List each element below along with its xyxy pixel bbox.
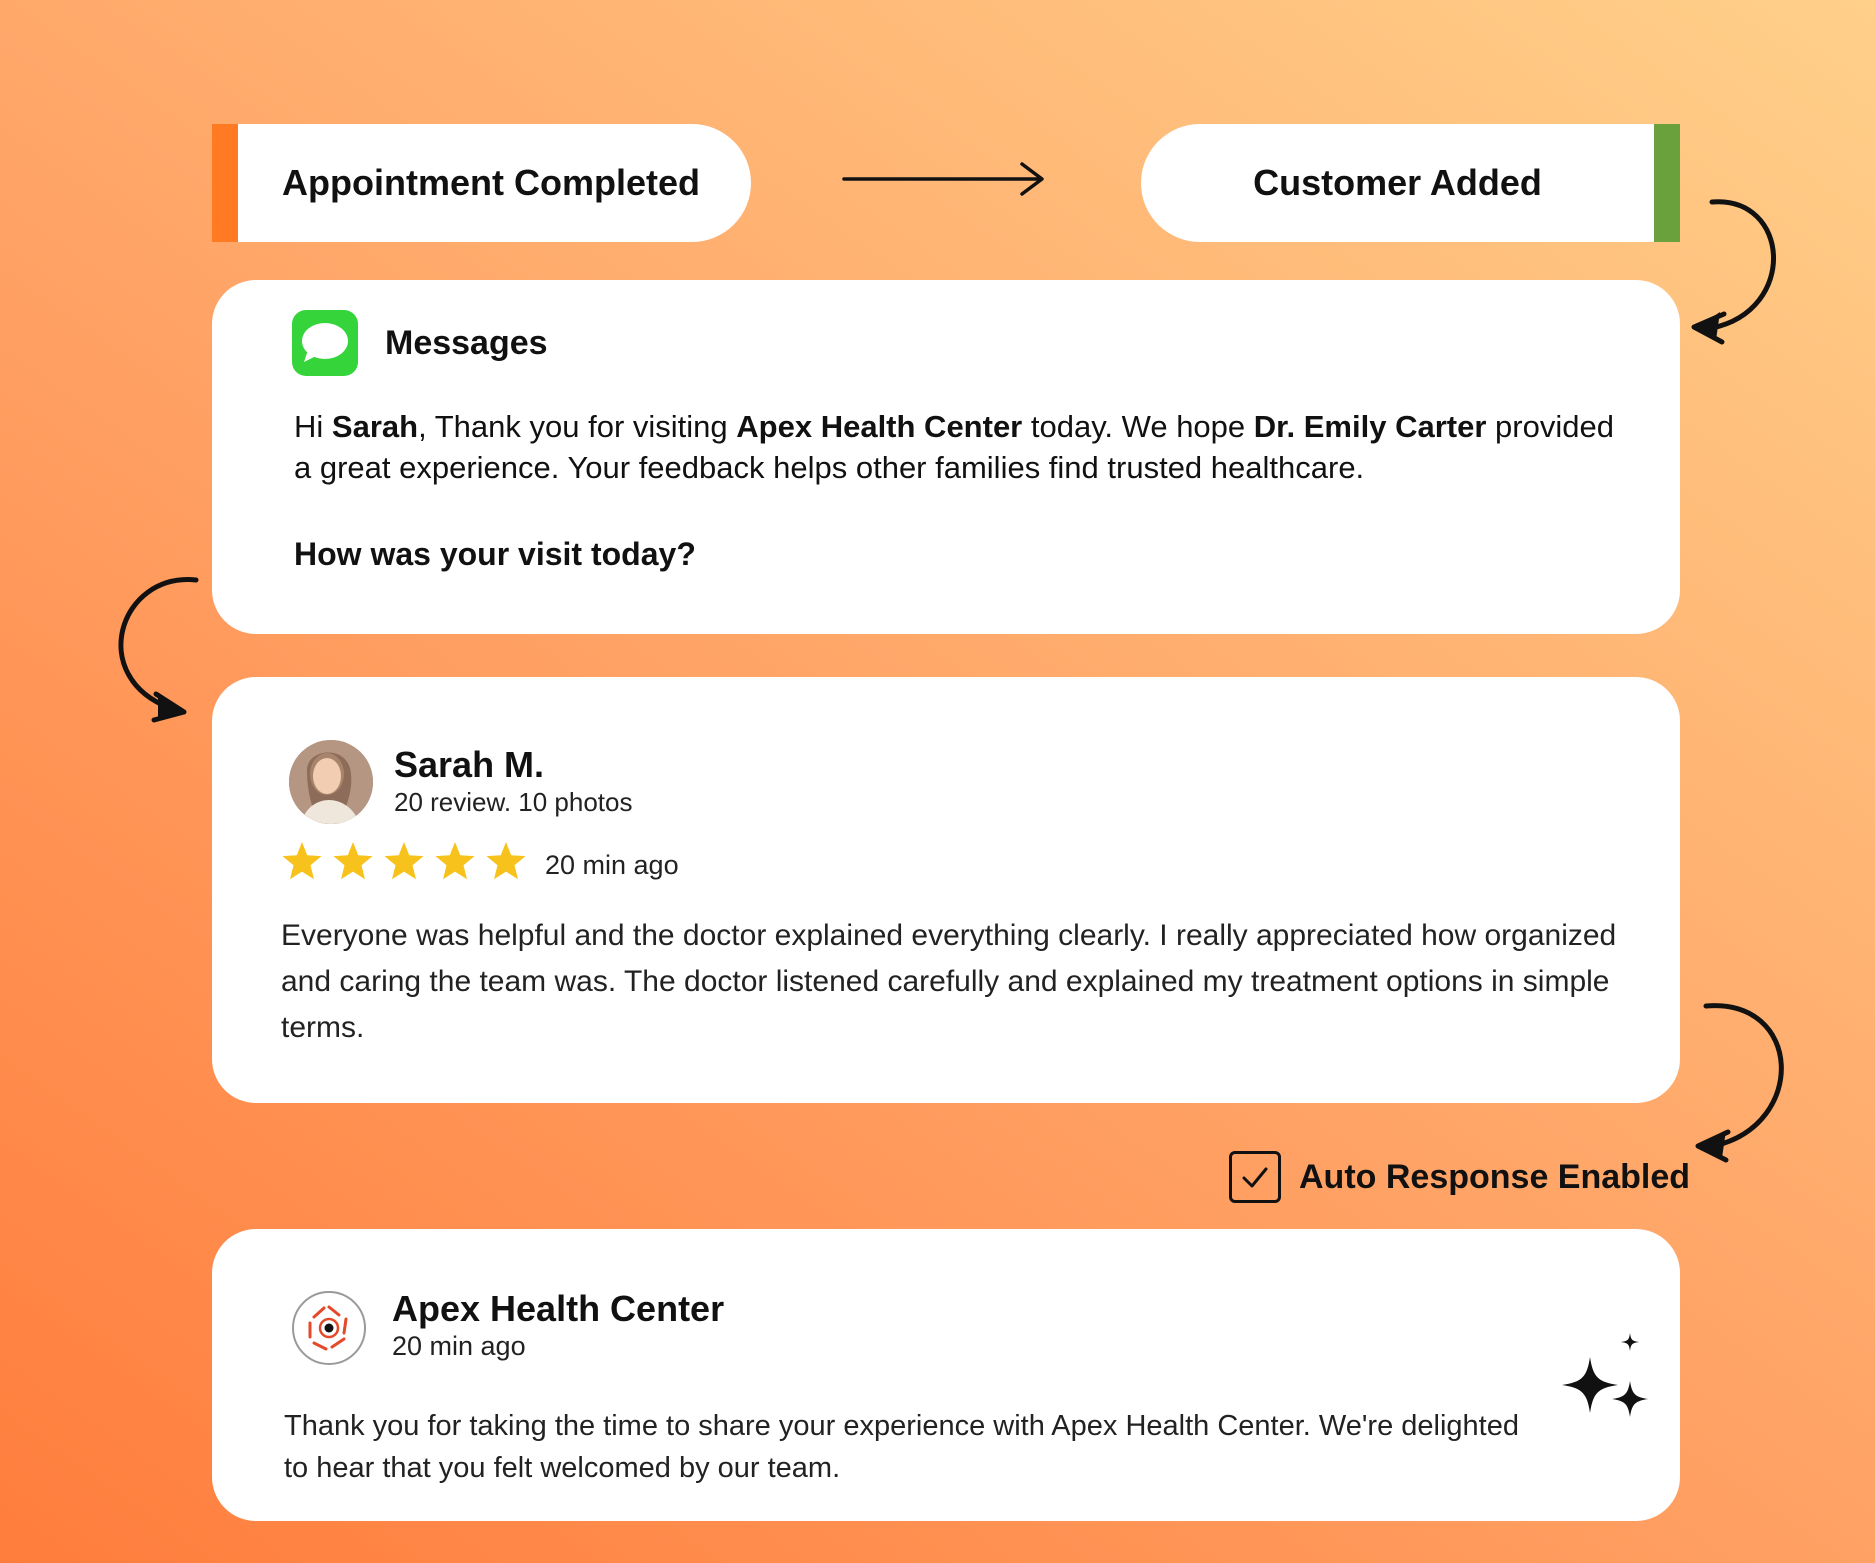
- greeting: Hi: [294, 409, 324, 444]
- message-body: [294, 406, 1634, 488]
- star-icon: [434, 841, 476, 881]
- step-customer-added: [1141, 124, 1680, 242]
- sms-message-card: [212, 280, 1680, 634]
- star-icon: [485, 841, 527, 881]
- star-rating: [281, 841, 527, 881]
- customer-name: Sarah: [331, 409, 419, 444]
- step-label: Customer Added: [1253, 162, 1542, 203]
- response-time: 20 min ago: [392, 1331, 526, 1361]
- curved-arrow-icon: [1690, 996, 1810, 1166]
- reviewer-name: Sarah M.: [394, 744, 545, 785]
- orange-accent-bar: [212, 124, 238, 242]
- messages-icon: [292, 310, 358, 376]
- message-text: today. We hope: [1030, 409, 1246, 444]
- sparkle-icon: [1560, 1329, 1660, 1429]
- star-icon: [281, 841, 323, 881]
- business-name: Apex Health Center: [736, 409, 1023, 444]
- message-text: provided a great experience. Your feedback helps other families find trusted healthcare.: [294, 409, 1614, 485]
- green-accent-bar: [1654, 124, 1680, 242]
- review-text: Everyone was helpful and the doctor explained everything clearly. I really appreciated how organized and caring the team was. The doctor listened carefully and explained my treatment options in simple terms.: [281, 919, 1617, 1044]
- review-card: [212, 677, 1680, 1103]
- message-text: , Thank you for visiting: [418, 409, 728, 444]
- messages-header: [292, 310, 548, 376]
- curved-arrow-icon: [1680, 190, 1800, 350]
- review-time: 20 min ago: [545, 850, 679, 880]
- auto-response-label: Auto Response Enabled: [1299, 1157, 1691, 1196]
- curved-arrow-icon: [92, 568, 212, 728]
- step-appointment-completed: [212, 124, 751, 242]
- step-label: Appointment Completed: [282, 162, 700, 203]
- checkbox-icon[interactable]: [1229, 1151, 1281, 1203]
- message-question: How was your visit today?: [294, 536, 696, 572]
- reviewer-stats: 20 review. 10 photos: [394, 787, 633, 817]
- response-business-name: Apex Health Center: [392, 1288, 725, 1329]
- messages-title: Messages: [385, 323, 548, 362]
- response-text: Thank you for taking the time to share your experience with Apex Health Center. We're delighted to hear that you felt welcomed by our team.: [284, 1410, 1519, 1484]
- business-response-card: [212, 1229, 1680, 1521]
- star-icon: [332, 841, 374, 881]
- auto-response-toggle[interactable]: [1229, 1151, 1690, 1203]
- doctor-name: Dr. Emily Carter: [1253, 409, 1487, 444]
- star-icon: [383, 841, 425, 881]
- arrow-right-icon: [840, 158, 1046, 198]
- apex-logo-icon: [292, 1291, 366, 1365]
- avatar: [289, 740, 373, 824]
